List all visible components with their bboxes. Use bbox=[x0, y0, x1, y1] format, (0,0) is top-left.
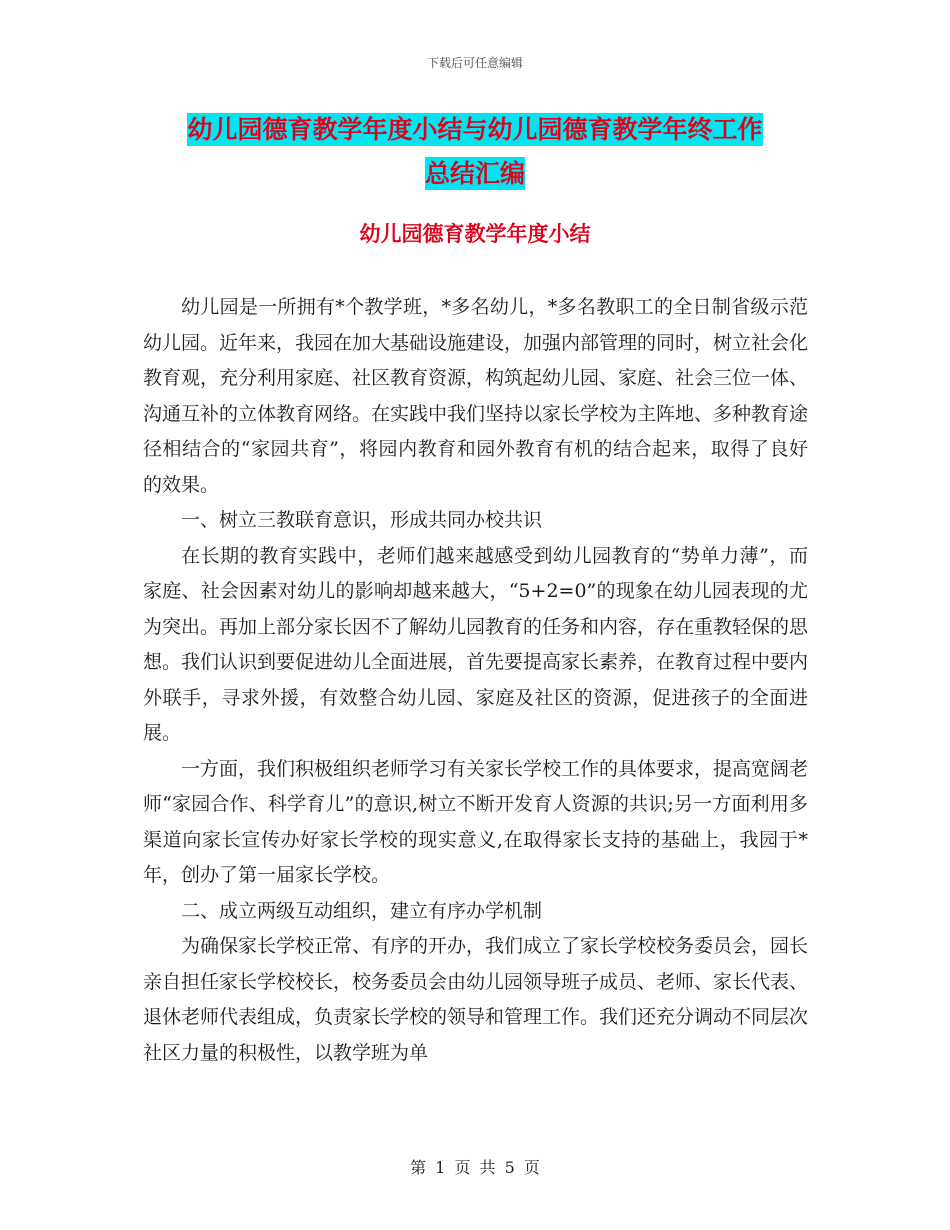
paragraph: 幼儿园是一所拥有*个教学班，*多名幼儿，*多名教职工的全日制省级示范幼儿园。近年来，我园在加大基础设施建设，加强内部管理的同时，树立社会化教育观，充分利用家庭、社区教育资源，构筑起幼儿园、家庭、社会三位一体、沟通互补的立体教育网络。在实践中我们坚持以家长学校为主阵地、多种教育途径相结合的“家园共育”，将园内教育和园外教育有机的结合起来，取得了良好的效果。 bbox=[143, 296, 809, 496]
subheading: 二、成立两级互动组织，建立有序办学机制 bbox=[181, 899, 543, 922]
title-line-1: 幼儿园德育教学年度小结与幼儿园德育教学年终工作 bbox=[187, 115, 763, 144]
subheading: 一、树立三教联育意识，形成共同办校共识 bbox=[181, 509, 543, 531]
page-footer: 第 1 页 共 5 页 bbox=[410, 1158, 540, 1177]
paragraph: 一方面，我们积极组织老师学习有关家长学校工作的具体要求，提高宽阔老师“家园合作、科学育儿”的意识,树立不断开发育人资源的共识;另一方面利用多渠道向家长宣传办好家长学校的现实意义,在取得家长支持的基础上，我园于*年，创办了第一届家长学校。 bbox=[143, 757, 809, 886]
section-title: 幼儿园德育教学年度小结 bbox=[359, 222, 591, 246]
paragraph: 为确保家长学校正常、有序的开办，我们成立了家长学校校务委员会，园长亲自担任家长学校校长，校务委员会由幼儿园领导班子成员、老师、家长代表、退休老师代表组成，负责家长学校的领导和管理工作。我们还充分调动不同层次社区力量的积极性，以教学班为单 bbox=[143, 935, 809, 1064]
paragraph: 在长期的教育实践中，老师们越来越感受到幼儿园教育的“势单力薄”，而家庭、社会因素对幼儿的影响却越来越大，“5+2=0”的现象在幼儿园表现的尤为突出。再加上部分家长因不了解幼儿园教育的任务和内容，存在重教轻保的思想。我们认识到要促进幼儿全面进展，首先要提高家长素养，在教育过程中要内外联手，寻求外援，有效整合幼儿园、家庭及社区的资源，促进孩子的全面进展。 bbox=[143, 544, 809, 744]
document-title bbox=[140, 108, 810, 196]
body-text bbox=[143, 290, 808, 1071]
header-note: 下载后可任意编辑 bbox=[426, 56, 523, 70]
title-line-2: 总结汇编 bbox=[424, 159, 525, 188]
